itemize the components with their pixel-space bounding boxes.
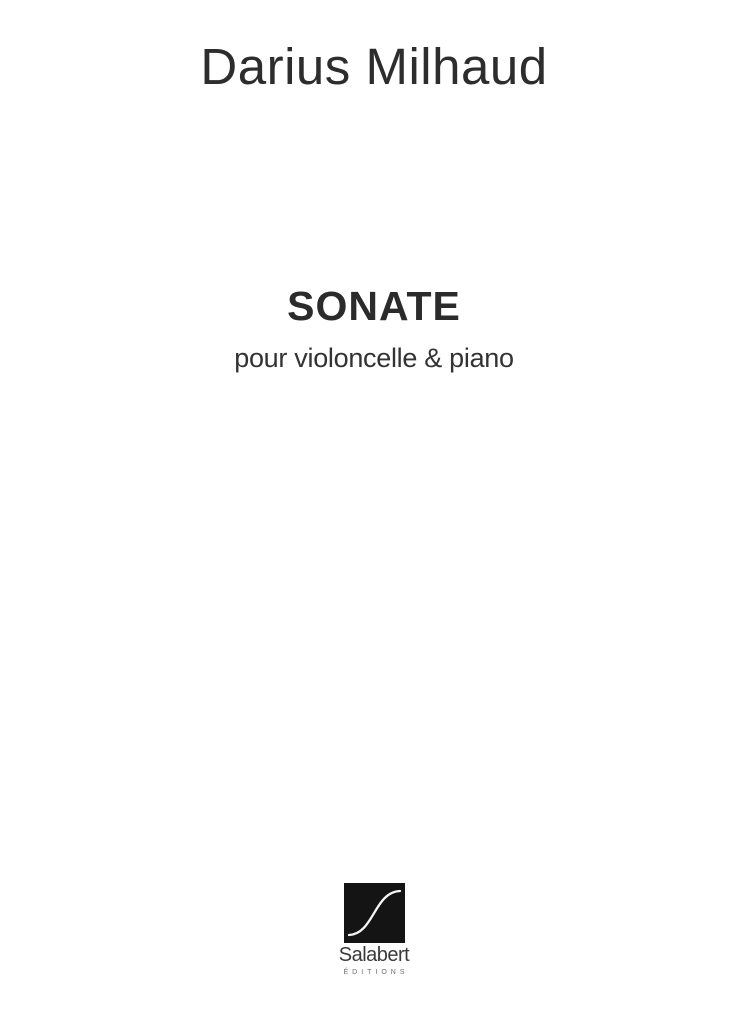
title-group xyxy=(0,283,748,374)
work-subtitle: pour violoncelle & piano xyxy=(234,343,514,373)
s-curve-icon xyxy=(344,883,405,943)
work-title: SONATE xyxy=(287,283,461,329)
composer-name: Darius Milhaud xyxy=(200,38,548,95)
publisher-tagline: ÉDITIONS xyxy=(343,969,409,976)
salabert-logo-mark xyxy=(344,883,405,943)
publisher-logo-block xyxy=(0,883,748,976)
publisher-name: Salabert xyxy=(338,944,410,966)
